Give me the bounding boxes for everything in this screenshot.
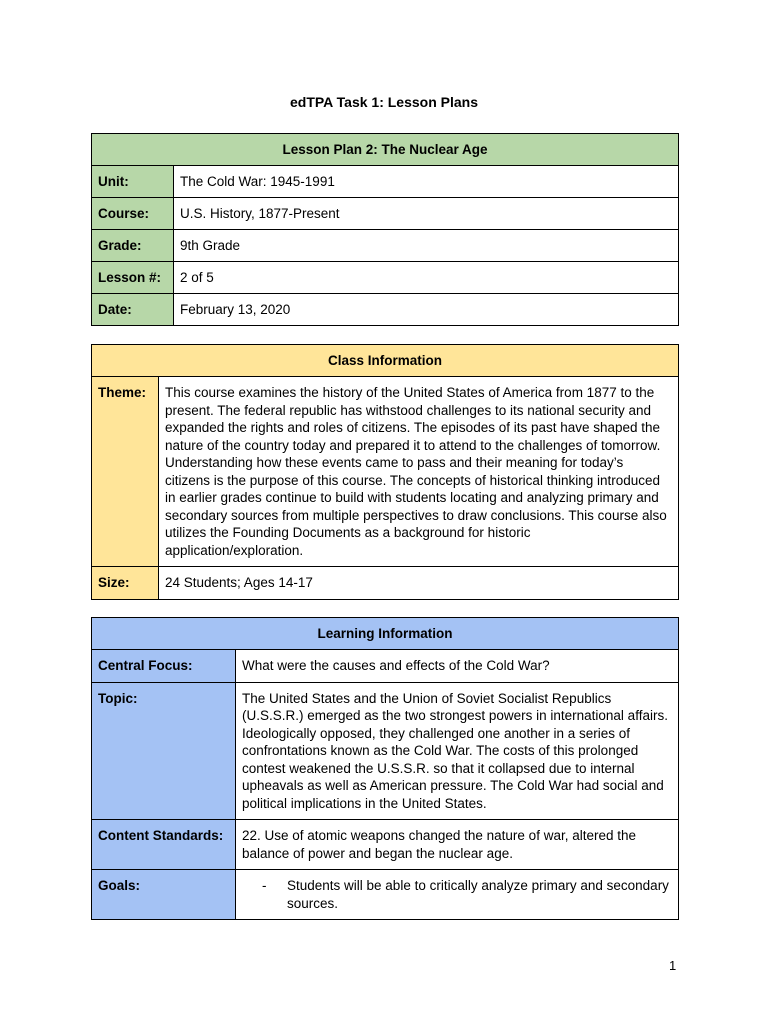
goals-value (236, 870, 679, 920)
table-row (92, 870, 679, 920)
lesson-number-value: 2 of 5 (174, 262, 679, 294)
date-label: Date: (92, 294, 174, 326)
central-focus-value: What were the causes and effects of the Cold War? (236, 650, 679, 683)
table-row (92, 166, 679, 198)
class-information-header: Class Information (92, 345, 679, 377)
table-row (92, 230, 679, 262)
lesson-plan-header: Lesson Plan 2: The Nuclear Age (92, 134, 679, 166)
topic-label: Topic: (92, 682, 236, 820)
content-standards-value: 22. Use of atomic weapons changed the nature of war, altered the balance of power and began the nuclear age. (236, 820, 679, 870)
size-label: Size: (92, 567, 159, 600)
class-information-table (91, 344, 679, 600)
content-standards-label: Content Standards: (92, 820, 236, 870)
size-value: 24 Students; Ages 14-17 (159, 567, 679, 600)
lesson-number-label: Lesson #: (92, 262, 174, 294)
date-value: February 13, 2020 (174, 294, 679, 326)
table-row (92, 198, 679, 230)
unit-value: The Cold War: 1945-1991 (174, 166, 679, 198)
table-row (92, 567, 679, 600)
table-row (92, 650, 679, 683)
grade-value: 9th Grade (174, 230, 679, 262)
course-label: Course: (92, 198, 174, 230)
table-row (92, 262, 679, 294)
goals-label: Goals: (92, 870, 236, 920)
theme-value: This course examines the history of the United States of America from 1877 to the present. The federal republic has withstood challenges to its national security and expanded the rights and roles of citizens. The episodes of its past have shaped the nature of the country today and prepared it to attend to the challenges of tomorrow. Understanding how these events came to pass and their meaning for today’s citizens is the purpose of this course. The concepts of historical thinking introduced in earlier grades continue to build with students locating and analyzing primary and secondary sources from multiple perspectives to draw conclusions. This course also utilizes the Founding Documents as a background for historic application/exploration. (159, 377, 679, 567)
grade-label: Grade: (92, 230, 174, 262)
topic-value: The United States and the Union of Soviet Socialist Republics (U.S.S.R.) emerged as the two strongest powers in international affairs. Ideologically opposed, they challenged one another in a series of confrontations known as the Cold War. The costs of this prolonged contest weakened the U.S.S.R. so that it collapsed due to internal upheavals as well as American pressure. The Cold War had social and political implications in the United States. (236, 682, 679, 820)
page-number: 1 (669, 958, 677, 973)
theme-label: Theme: (92, 377, 159, 567)
table-row (92, 820, 679, 870)
learning-information-header: Learning Information (92, 618, 679, 650)
document-title: edTPA Task 1: Lesson Plans (289, 94, 479, 110)
learning-information-table (91, 617, 679, 920)
table-row (92, 377, 679, 567)
course-value: U.S. History, 1877-Present (174, 198, 679, 230)
table-row (92, 682, 679, 820)
lesson-plan-table (91, 133, 679, 326)
goals-list (242, 877, 672, 912)
list-item: - Students will be able to critically analyze primary and secondary sources. (284, 877, 672, 912)
unit-label: Unit: (92, 166, 174, 198)
table-row (92, 294, 679, 326)
central-focus-label: Central Focus: (92, 650, 236, 683)
